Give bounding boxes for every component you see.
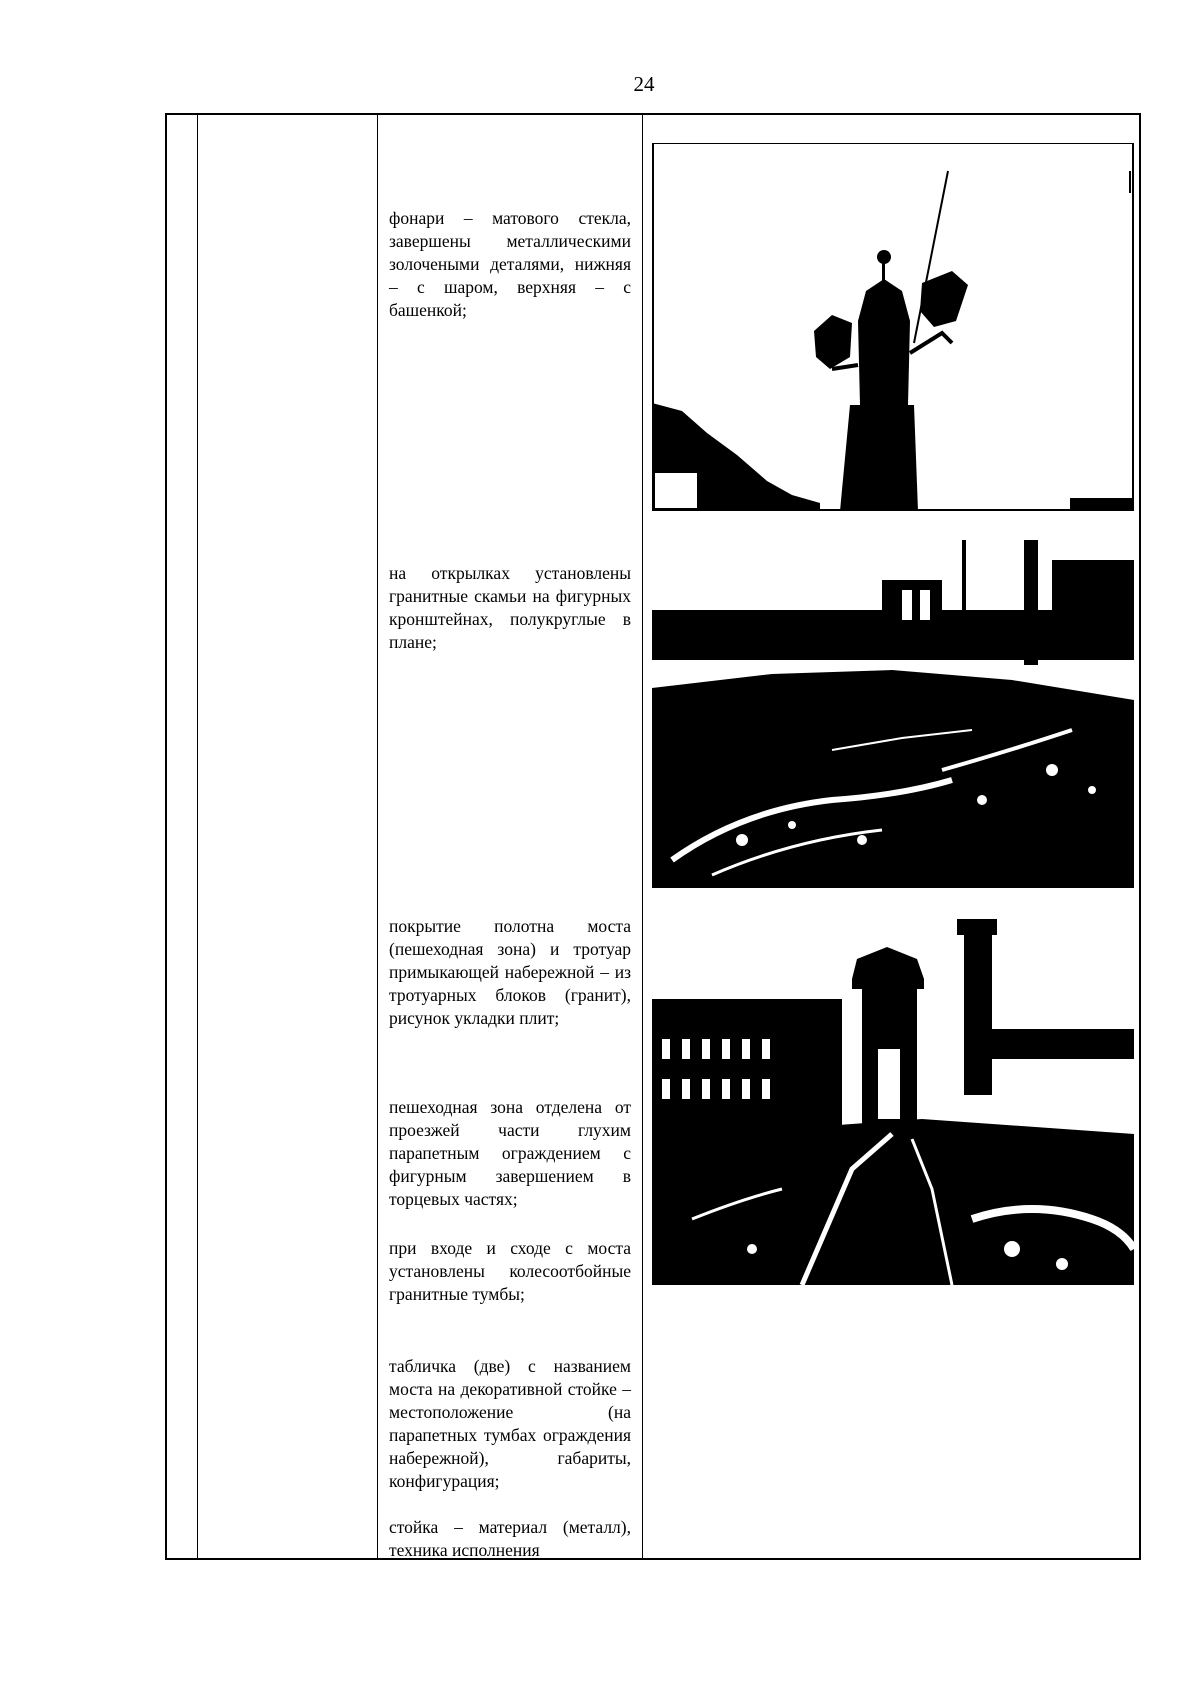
paragraph-post: стойка – материал (металл), техника исполнения — [389, 1517, 631, 1560]
column-divider — [377, 115, 378, 1558]
column-divider — [197, 115, 198, 1558]
paragraph-benches: на открылках установлены гранитные скамьи на фигурных кронштейнах, полукруглые в плане; — [389, 563, 631, 652]
column-divider — [642, 115, 643, 1558]
paragraph-pavement: покрытие полотна моста (пешеходная зона) и тротуар примыкающей набережной – из тротуарных блоков (гранит), рисунок укладки плит; — [389, 916, 631, 1028]
paragraph-name-plates: табличка (две) с названием моста на декоративной стойке – местоположение (на парапетных тумбах ограждения набережной), габариты, конфигурация; — [389, 1356, 631, 1491]
paragraph-parapet: пешеходная зона отделена от проезжей части глухим парапетным ограждением с фигурным завершением в торцевых частях; — [389, 1097, 631, 1209]
page-number: 24 — [633, 72, 655, 96]
paragraph-lanterns: фонари – матового стекла, завершены металлическими золочеными деталями, нижняя – с шаром, верхняя – с башенкой; — [389, 208, 631, 320]
table-frame — [165, 113, 1141, 1560]
photo-lantern — [652, 143, 1134, 511]
photo-bridge-walkway — [652, 919, 1134, 1285]
paragraph-curb-stones: при входе и сходе с моста установлены колесоотбойные гранитные тумбы; — [389, 1238, 631, 1304]
photo-bench — [652, 540, 1134, 888]
